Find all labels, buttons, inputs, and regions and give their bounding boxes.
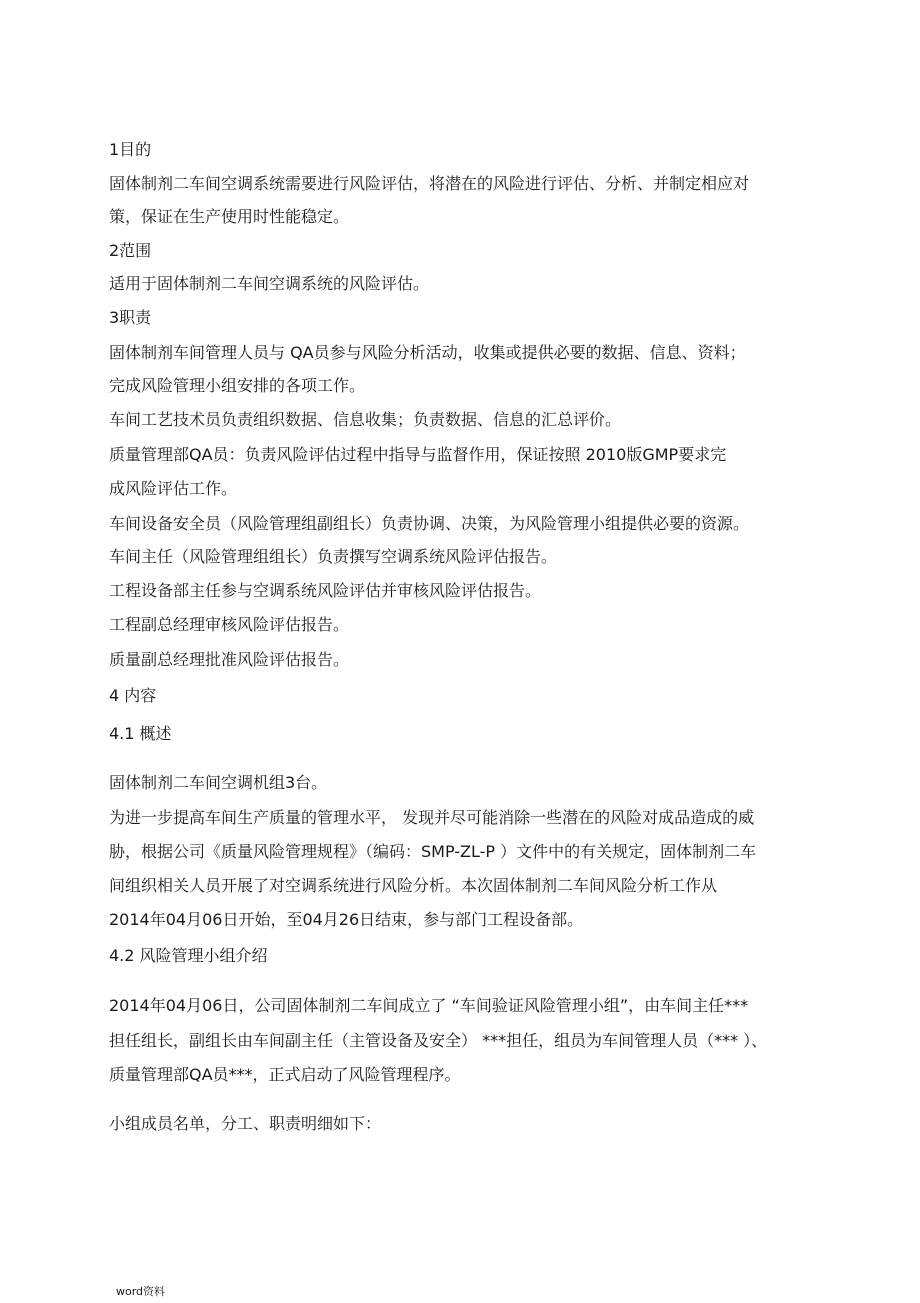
section-3-paragraph: 车间工艺技术员负责组织数据、信息收集；负责数据、信息的汇总评价。: [109, 410, 622, 429]
section-4-1-paragraph-line: 间组织相关人员开展了对空调系统进行风险分析。本次固体制剂二车间风险分析工作从: [109, 876, 718, 895]
section-4-2-paragraph-line: 2014年04月06日，公司固体制剂二车间成立了 “车间验证风险管理小组”，由车间主任***: [109, 996, 749, 1015]
section-3-paragraph-line: 成风险评估工作。: [109, 479, 238, 498]
section-4-1-paragraph-line: 胁，根据公司《质量风险管理规程》（编码：SMP-ZL-P ）文件中的有关规定，固体制剂二车: [109, 842, 757, 861]
section-4-1-paragraph-line: 为进一步提高车间生产质量的管理水平， 发现并尽可能消除一些潜在的风险对成品造成的威: [109, 808, 755, 827]
section-4-2-paragraph: 小组成员名单，分工、职责明细如下：: [109, 1114, 382, 1133]
section-4-1-paragraph-line: 2014年04月06日开始，至04月26日结束，参与部门工程设备部。: [109, 910, 584, 929]
section-4-1-heading: 4.1 概述: [109, 724, 172, 743]
section-3-paragraph: 车间设备安全员（风险管理组副组长）负责协调、决策，为风险管理小组提供必要的资源。: [109, 514, 750, 533]
section-2-heading: 2范围: [109, 241, 152, 260]
section-3-paragraph-line: 完成风险管理小组安排的各项工作。: [109, 376, 366, 395]
section-4-heading: 4 内容: [109, 686, 157, 705]
page-footer: word资料: [116, 1285, 166, 1298]
section-4-2-heading: 4.2 风险管理小组介绍: [109, 946, 268, 965]
section-3-paragraph: 质量副总经理批准风险评估报告。: [109, 650, 350, 669]
section-1-paragraph-line: 策，保证在生产使用时性能稳定。: [109, 207, 350, 226]
section-3-paragraph-line: 固体制剂车间管理人员与 QA员参与风险分析活动，收集或提供必要的数据、信息、资料；: [109, 343, 746, 362]
section-4-2-paragraph-line: 担任组长，副组长由车间副主任（主管设备及安全） ***担任，组员为车间管理人员（*** ）、: [109, 1031, 768, 1050]
section-1-paragraph-line: 固体制剂二车间空调系统需要进行风险评估，将潜在的风险进行评估、分析、并制定相应对: [109, 174, 750, 193]
section-4-1-paragraph: 固体制剂二车间空调机组3台。: [109, 773, 328, 792]
section-3-paragraph: 工程设备部主任参与空调系统风险评估并审核风险评估报告。: [109, 581, 542, 600]
section-3-paragraph-line: 质量管理部QA员：负责风险评估过程中指导与监督作用，保证按照 2010版GMP要求完: [109, 445, 727, 464]
section-4-2-paragraph-line: 质量管理部QA员***，正式启动了风险管理程序。: [109, 1065, 461, 1084]
section-1-heading: 1目的: [109, 140, 152, 159]
section-3-paragraph: 工程副总经理审核风险评估报告。: [109, 615, 350, 634]
section-2-paragraph: 适用于固体制剂二车间空调系统的风险评估。: [109, 274, 430, 293]
section-3-heading: 3职责: [109, 308, 152, 327]
section-3-paragraph: 车间主任（风险管理组组长）负责撰写空调系统风险评估报告。: [109, 547, 558, 566]
